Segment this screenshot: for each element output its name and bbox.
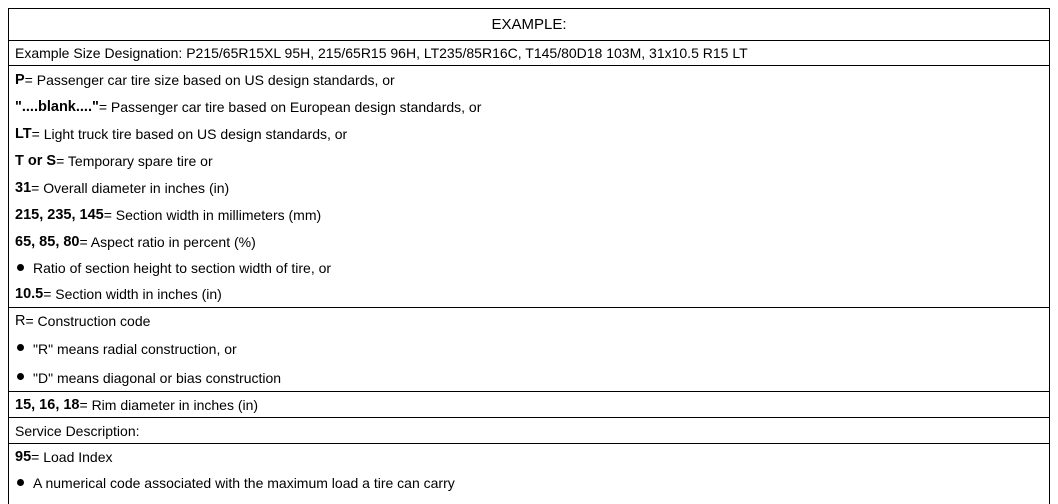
table-row bbox=[9, 228, 1049, 255]
table-row bbox=[9, 364, 1049, 392]
row-text: = Rim diameter in inches (in) bbox=[79, 396, 259, 413]
row-key: P bbox=[15, 71, 25, 88]
table-header: EXAMPLE: bbox=[9, 9, 1049, 41]
row-key: 31 bbox=[15, 179, 32, 196]
table-row bbox=[9, 470, 1049, 496]
size-designation-row bbox=[9, 41, 1049, 66]
row-key: 215, 235, 145 bbox=[15, 206, 104, 223]
table-row bbox=[9, 333, 1049, 364]
bullet-text: "R" means radial construction, or bbox=[33, 340, 237, 357]
row-text: = Construction code bbox=[25, 312, 151, 329]
table-row bbox=[9, 281, 1049, 308]
table-row bbox=[9, 66, 1049, 93]
row-key: 10.5 bbox=[15, 286, 44, 302]
bullet-text: Ratio of section height to section width of tire, or bbox=[33, 260, 332, 276]
tire-example-table bbox=[8, 8, 1050, 504]
row-key: 65, 85, 80 bbox=[15, 233, 80, 250]
bullet-icon bbox=[17, 344, 24, 351]
table-row bbox=[9, 201, 1049, 228]
table-row bbox=[9, 392, 1049, 418]
size-designation-text: Example Size Designation: P215/65R15XL 95H, 215/65R15 96H, LT235/85R16C, T145/80D18 103M, 31x10.5 R15 LT bbox=[15, 45, 748, 61]
row-text: = Load Index bbox=[31, 449, 113, 465]
bullet-icon bbox=[17, 479, 24, 486]
row-text: = Aspect ratio in percent (%) bbox=[79, 233, 256, 250]
row-text: = Section width in millimeters (mm) bbox=[103, 206, 322, 223]
table-row bbox=[9, 174, 1049, 201]
row-text: = Passenger car tire size based on US design standards, or bbox=[24, 71, 395, 88]
service-description-row bbox=[9, 418, 1049, 444]
row-key: 95 bbox=[15, 449, 32, 465]
service-description-label: Service Description: bbox=[15, 422, 140, 439]
table-row bbox=[9, 308, 1049, 333]
table-row bbox=[9, 120, 1049, 147]
bullet-text: A numerical code associated with the maximum load a tire can carry bbox=[33, 475, 455, 491]
row-key: T or S bbox=[15, 152, 57, 169]
row-text: = Passenger car tire based on European design standards, or bbox=[98, 98, 482, 115]
row-text: = Temporary spare tire or bbox=[56, 152, 213, 169]
row-text: = Light truck tire based on US design standards, or bbox=[31, 125, 348, 142]
table-row bbox=[9, 147, 1049, 174]
row-key: R bbox=[15, 312, 26, 329]
table-row bbox=[9, 255, 1049, 281]
table-row bbox=[9, 444, 1049, 470]
row-text: = Overall diameter in inches (in) bbox=[31, 179, 230, 196]
bullet-icon bbox=[17, 264, 24, 271]
table-row bbox=[9, 93, 1049, 120]
bullet-text: "D" means diagonal or bias construction bbox=[33, 369, 282, 386]
row-key: 15, 16, 18 bbox=[15, 396, 80, 413]
row-text: = Section width in inches (in) bbox=[43, 286, 222, 302]
bullet-icon bbox=[17, 373, 24, 380]
row-key: LT bbox=[15, 125, 32, 142]
row-key: "....blank...." bbox=[15, 98, 99, 115]
